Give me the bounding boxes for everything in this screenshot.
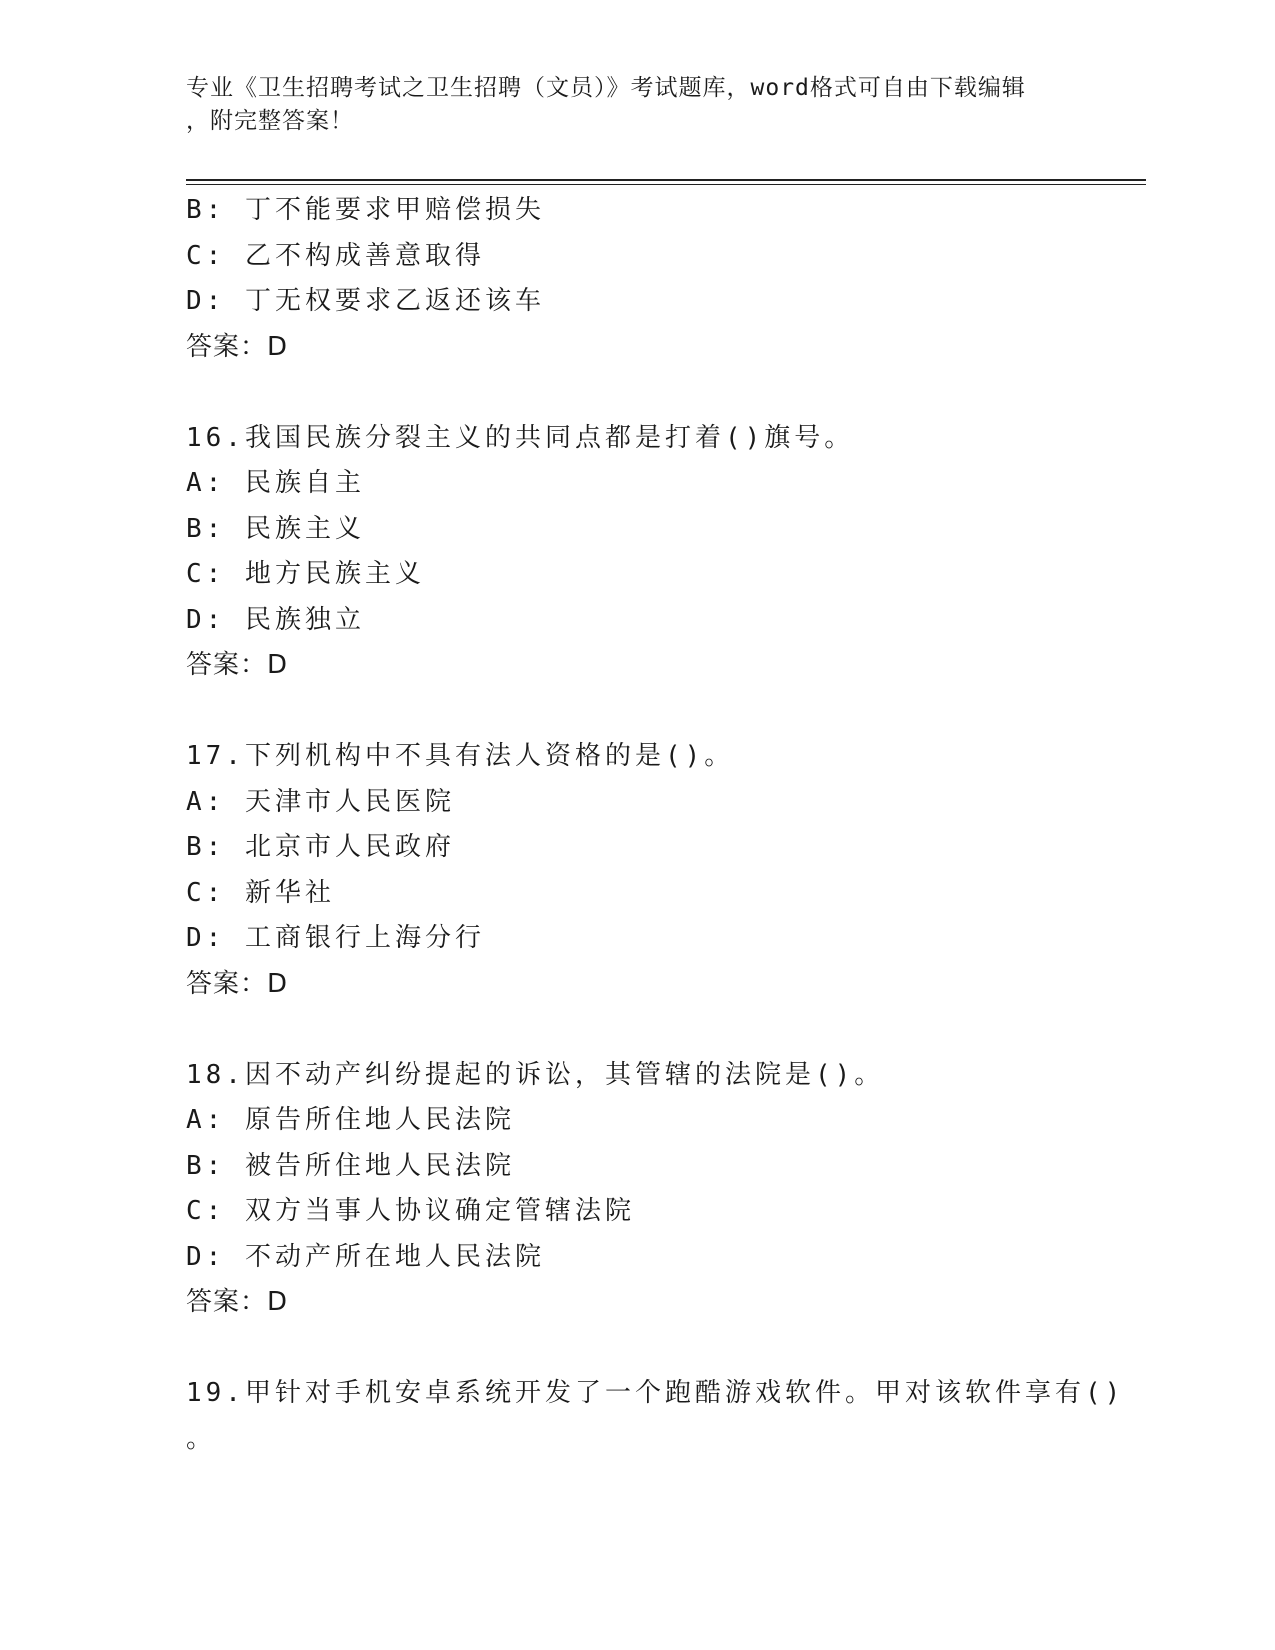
question-stem: 19.甲针对手机安卓系统开发了一个跑酷游戏软件。甲对该软件享有() — [186, 1378, 1125, 1408]
document-header — [186, 72, 1066, 138]
question-17 — [186, 734, 1086, 1007]
question-stem: 17.下列机构中不具有法人资格的是()。 — [186, 741, 735, 771]
question-stem: 18.因不动产纠纷提起的诉讼，其管辖的法院是()。 — [186, 1059, 885, 1090]
option-c: C: 双方当事人协议确定管辖法院 — [186, 1196, 635, 1226]
option-a: A: 天津市人民医院 — [186, 786, 455, 817]
option-d: D: 丁无权要求乙返还该车 — [186, 286, 545, 316]
option-a: A: 原告所住地人民法院 — [186, 1105, 515, 1135]
answer-line: 答案：D — [186, 331, 289, 362]
option-c: C: 地方民族主义 — [186, 559, 425, 589]
answer-line: 答案：D — [186, 1287, 289, 1317]
question-list — [186, 188, 1125, 1462]
header-divider-thick — [186, 179, 1146, 181]
option-b: B: 民族主义 — [186, 513, 365, 544]
question-15-tail — [186, 188, 1086, 370]
option-b: B: 北京市人民政府 — [186, 832, 455, 862]
answer-line: 答案：D — [186, 650, 289, 680]
option-d: D: 工商银行上海分行 — [186, 923, 485, 953]
header-divider-thin — [186, 184, 1146, 185]
option-b: B: 被告所住地人民法院 — [186, 1150, 515, 1181]
question-stem: 16.我国民族分裂主义的共同点都是打着()旗号。 — [186, 422, 855, 453]
header-line-1: 专业《卫生招聘考试之卫生招聘（文员）》考试题库，word格式可自由下载编辑 — [186, 75, 1026, 101]
option-d: D: 民族独立 — [186, 604, 365, 635]
question-18 — [186, 1053, 1086, 1326]
header-line-2: ，附完整答案！ — [186, 108, 354, 134]
answer-line: 答案：D — [186, 968, 289, 999]
option-b: B: 丁不能要求甲赔偿损失 — [186, 195, 545, 225]
option-c: C: 乙不构成善意取得 — [186, 240, 485, 271]
question-stem-continued: 。 — [186, 1423, 217, 1454]
option-d: D: 不动产所在地人民法院 — [186, 1241, 545, 1272]
option-a: A: 民族自主 — [186, 468, 365, 498]
question-19 — [186, 1371, 1125, 1462]
option-c: C: 新华社 — [186, 877, 335, 908]
question-16 — [186, 416, 1086, 689]
